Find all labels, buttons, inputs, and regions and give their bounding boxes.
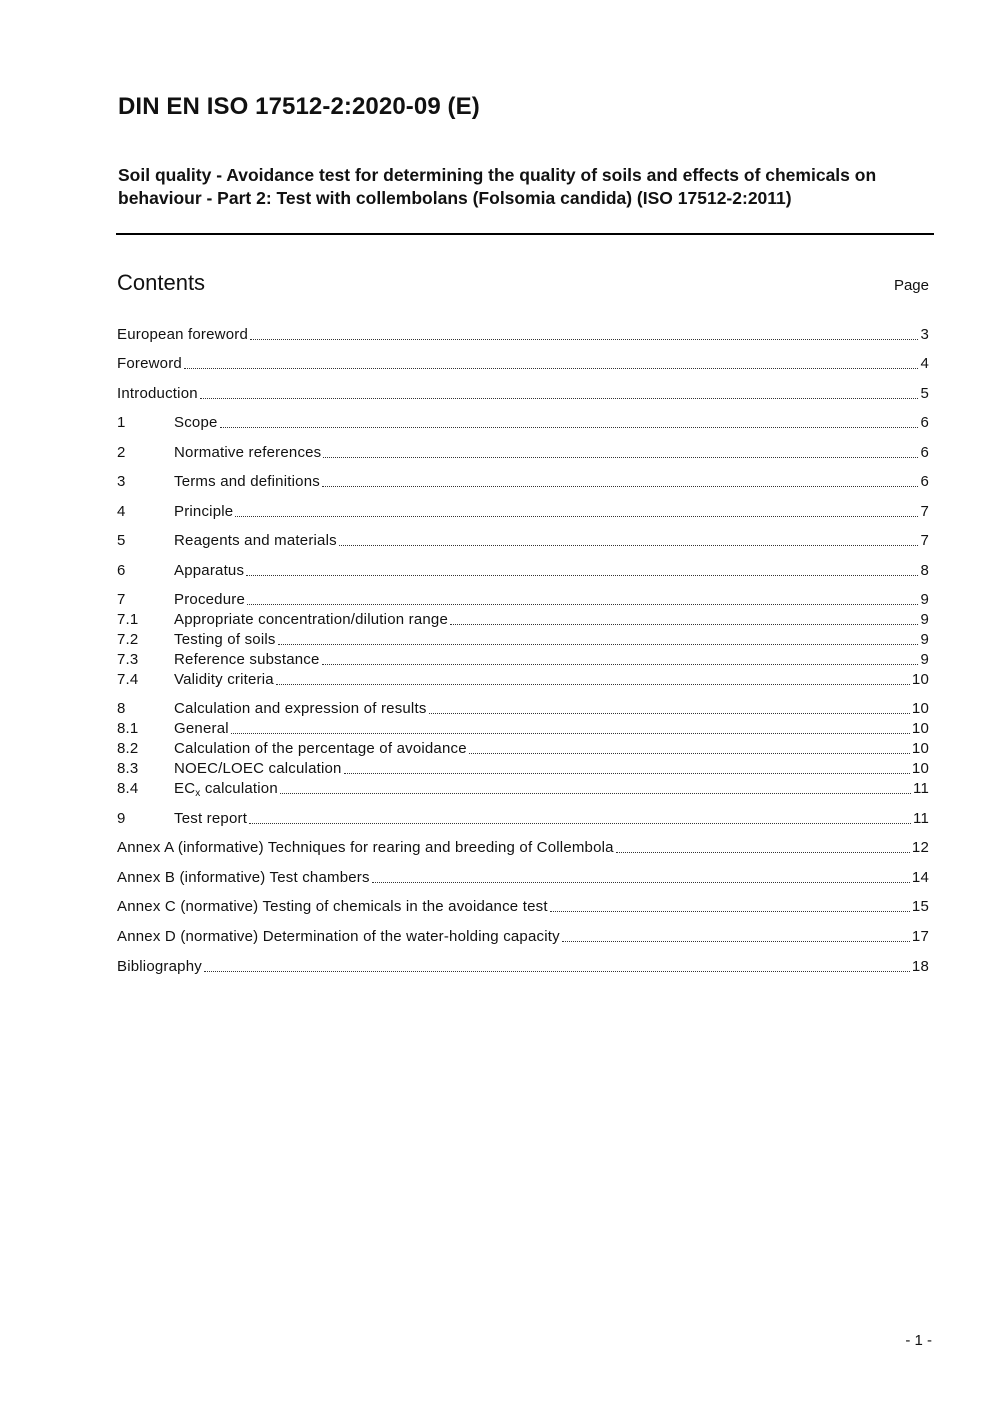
toc-entry-page: 4 xyxy=(920,355,929,372)
toc-entry-number: 8 xyxy=(117,700,126,717)
toc-entry[interactable] xyxy=(117,897,929,917)
annex-label: Annex D xyxy=(117,928,181,945)
toc-entry-page: 7 xyxy=(920,532,929,549)
toc-entry-title: Validity criteria xyxy=(174,671,274,688)
toc-entry-title: Test report xyxy=(174,810,248,827)
toc-entry[interactable] xyxy=(117,531,929,551)
toc-entry-page: 9 xyxy=(920,651,929,668)
toc-entry-title: Terms and definitions xyxy=(174,473,320,490)
contents-heading: Contents xyxy=(117,270,206,295)
toc-entry[interactable] xyxy=(117,610,929,630)
toc-entry[interactable] xyxy=(117,413,929,433)
toc-leader-dots xyxy=(339,533,919,546)
toc-entry-page: 10 xyxy=(911,740,929,757)
toc-entry[interactable] xyxy=(117,957,929,977)
toc-leader-dots xyxy=(231,721,910,734)
toc-entry-page: 15 xyxy=(911,898,929,915)
toc-entry-page: 12 xyxy=(911,839,929,856)
toc-entry-title: Appropriate concentration/dilution range xyxy=(174,611,449,628)
annex-type: (normative) xyxy=(180,898,263,915)
toc-entry-page: 14 xyxy=(911,869,929,886)
toc-entry[interactable] xyxy=(117,325,929,345)
toc-entry-number: 8.3 xyxy=(117,760,139,777)
toc-entry[interactable] xyxy=(117,472,929,492)
page-column-label: Page xyxy=(893,277,929,294)
toc-entry-number: 6 xyxy=(117,562,126,579)
annex-label: Annex A xyxy=(117,839,178,856)
toc-entry-title: Scope xyxy=(174,414,218,431)
toc-entry-number: 7.4 xyxy=(117,671,139,688)
toc-leader-dots xyxy=(246,563,918,576)
toc-entry[interactable] xyxy=(117,630,929,650)
toc-leader-dots xyxy=(322,474,919,487)
toc-leader-dots xyxy=(276,672,910,685)
toc-entry-number: 8.2 xyxy=(117,740,139,757)
toc-entry-page: 5 xyxy=(920,385,929,402)
toc-leader-dots xyxy=(247,592,918,605)
toc-leader-dots xyxy=(323,445,918,458)
toc-entry[interactable] xyxy=(117,759,929,779)
page-number: - 1 - xyxy=(905,1332,932,1349)
toc-entry-page: 6 xyxy=(920,473,929,490)
annex-label: Annex C xyxy=(117,898,181,915)
toc-entry-page: 11 xyxy=(913,810,929,827)
toc-entry-page: 11 xyxy=(913,780,929,797)
annex-label: Annex B xyxy=(117,869,180,886)
toc-entry-page: 8 xyxy=(920,562,929,579)
document-subtitle: Soil quality - Avoidance test for determining the quality of soils and effects of chemicals on behaviour - Part 2: Test with collembolans (Folsomia candida) (ISO 17512-2:2011) xyxy=(118,165,877,208)
toc-leader-dots xyxy=(200,386,919,399)
toc-entry-title: Reagents and materials xyxy=(174,532,337,549)
toc-entry[interactable] xyxy=(117,354,929,374)
toc-entry-title: Procedure xyxy=(174,591,246,608)
toc-entry-number: 4 xyxy=(117,503,126,520)
toc-entry-title: Annex A (informative) Techniques for rearing and breeding of Collembola xyxy=(117,839,614,856)
toc-entry-page: 9 xyxy=(920,611,929,628)
toc-entry[interactable] xyxy=(117,384,929,404)
toc-entry-page: 10 xyxy=(911,700,929,717)
toc-entry-number: 7.1 xyxy=(117,611,139,628)
toc-leader-dots xyxy=(429,701,910,714)
toc-entry[interactable] xyxy=(117,809,929,829)
toc-entry-page: 7 xyxy=(920,503,929,520)
toc-entry[interactable] xyxy=(117,561,929,581)
toc-entry[interactable] xyxy=(117,779,929,799)
toc-entry[interactable] xyxy=(117,590,929,610)
toc-entry-number: 7.3 xyxy=(117,651,139,668)
toc-entry-number: 5 xyxy=(117,532,126,549)
toc-entry-page: 10 xyxy=(911,720,929,737)
annex-type: (informative) xyxy=(177,839,268,856)
toc-leader-dots xyxy=(249,811,911,824)
toc-leader-dots xyxy=(220,415,919,428)
toc-entry-page: 6 xyxy=(920,414,929,431)
toc-entry-page: 18 xyxy=(911,958,929,975)
toc-entry-title: Foreword xyxy=(117,355,182,372)
toc-entry-title: Bibliography xyxy=(117,958,202,975)
toc-entry-number: 7 xyxy=(117,591,126,608)
toc-entry-title: Normative references xyxy=(174,444,322,461)
toc-leader-dots xyxy=(450,612,918,625)
toc-entry[interactable] xyxy=(117,699,929,719)
toc-entry[interactable] xyxy=(117,927,929,947)
toc-leader-dots xyxy=(469,741,910,754)
toc-entry-number: 2 xyxy=(117,444,126,461)
toc-entry[interactable] xyxy=(117,868,929,888)
document-id: DIN EN ISO 17512-2:2020-09 (E) xyxy=(118,93,480,120)
toc-entry-page: 17 xyxy=(911,928,929,945)
toc-entry-number: 1 xyxy=(117,414,126,431)
toc-entry-title: Calculation of the percentage of avoidance xyxy=(174,740,467,757)
toc-entry-title: Calculation and expression of results xyxy=(174,700,427,717)
toc-entry-page: 9 xyxy=(920,631,929,648)
toc-entry-title: Annex C (normative) Testing of chemicals in the avoidance test xyxy=(117,898,548,915)
toc-leader-dots xyxy=(250,327,918,340)
toc-entry-title: Testing of soils xyxy=(174,631,276,648)
title-divider xyxy=(116,233,934,235)
toc-leader-dots xyxy=(616,840,910,853)
toc-leader-dots xyxy=(562,929,910,942)
toc-entry[interactable] xyxy=(117,670,929,690)
toc-leader-dots xyxy=(184,356,918,369)
toc-entry-title: Annex D (normative) Determination of the water-holding capacity xyxy=(117,928,560,945)
toc-entry-page: 9 xyxy=(920,591,929,608)
toc-entry-number: 7.2 xyxy=(117,631,139,648)
toc-entry-number: 8.4 xyxy=(117,780,139,797)
toc-entry[interactable] xyxy=(117,739,929,759)
toc-entry-page: 3 xyxy=(920,326,929,343)
toc-entry-title: General xyxy=(174,720,229,737)
toc-entry-page: 10 xyxy=(911,671,929,688)
toc-entry[interactable] xyxy=(117,838,929,858)
toc-entry-title: European foreword xyxy=(117,326,248,343)
toc-entry-title: Annex B (informative) Test chambers xyxy=(117,869,370,886)
toc-entry-number: 9 xyxy=(117,810,126,827)
toc-entry-number: 3 xyxy=(117,473,126,490)
toc-leader-dots xyxy=(235,504,918,517)
toc-entry-title: Introduction xyxy=(117,385,198,402)
toc-leader-dots xyxy=(204,959,910,972)
toc-entry-page: 10 xyxy=(911,760,929,777)
toc-leader-dots xyxy=(278,632,919,645)
toc-entry[interactable] xyxy=(117,650,929,670)
toc-entry-number: 8.1 xyxy=(117,720,139,737)
toc-entry-title: NOEC/LOEC calculation xyxy=(174,760,342,777)
toc-entry-title: Reference substance xyxy=(174,651,320,668)
toc-entry-title: Apparatus xyxy=(174,562,245,579)
annex-type: (normative) xyxy=(180,928,263,945)
toc-leader-dots xyxy=(280,781,911,794)
toc-leader-dots xyxy=(372,870,910,883)
toc-leader-dots xyxy=(550,899,910,912)
toc-entry-title: $EC_x$ calculation xyxy=(174,780,278,799)
toc-leader-dots xyxy=(344,761,910,774)
toc-entry[interactable] xyxy=(117,719,929,739)
toc-entry-title: Principle xyxy=(174,503,234,520)
annex-type: (informative) xyxy=(179,869,270,886)
toc-leader-dots xyxy=(322,652,919,665)
toc-entry[interactable] xyxy=(117,502,929,522)
toc-entry[interactable] xyxy=(117,443,929,463)
toc-entry-page: 6 xyxy=(920,444,929,461)
